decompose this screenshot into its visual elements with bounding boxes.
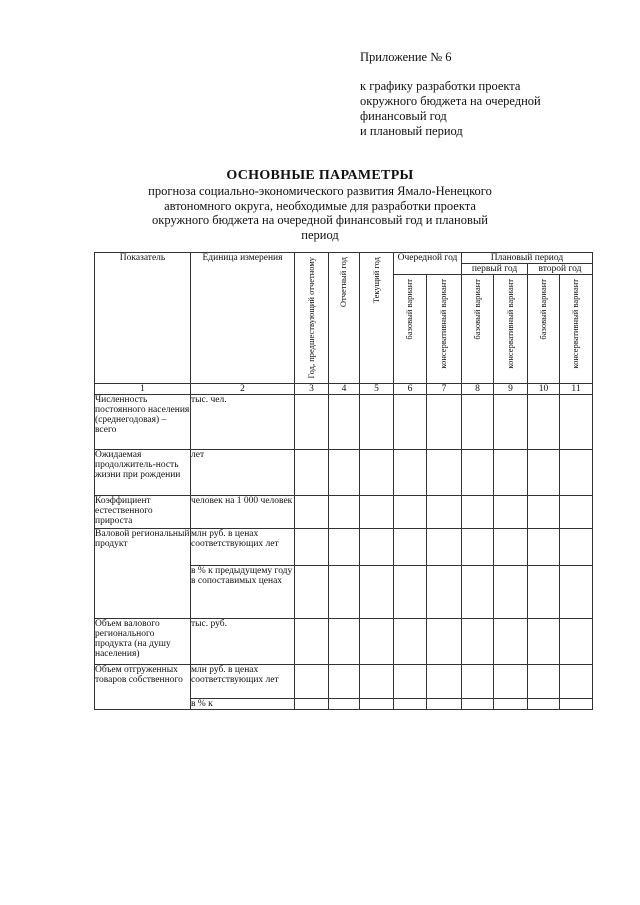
value-cell [360, 395, 394, 450]
indicator-cell: Ожидаемая продолжитель-ность жизни при рождении [95, 450, 191, 496]
header-report-year [329, 253, 360, 384]
value-cell [329, 496, 360, 529]
value-cell [494, 566, 528, 619]
value-cell [462, 699, 494, 710]
header-base-variant [394, 275, 427, 384]
header-first-year: первый год [462, 264, 528, 275]
unit-cell: в % к [191, 699, 295, 710]
value-cell [427, 450, 462, 496]
value-cell [329, 699, 360, 710]
value-cell [329, 395, 360, 450]
value-cell [295, 529, 329, 566]
header-base-variant [528, 275, 560, 384]
header-conservative-variant [560, 275, 593, 384]
column-number: 8 [462, 384, 494, 395]
value-cell [329, 566, 360, 619]
indicator-cell: Объем отгруженных товаров собственного [95, 665, 191, 710]
value-cell [394, 619, 427, 665]
value-cell [462, 529, 494, 566]
table-row [95, 395, 593, 450]
value-cell [427, 496, 462, 529]
value-cell [528, 665, 560, 699]
column-number: 10 [528, 384, 560, 395]
table-row [95, 450, 593, 496]
value-cell [360, 699, 394, 710]
value-cell [360, 450, 394, 496]
unit-cell: человек на 1 000 человек [191, 496, 295, 529]
header-current-year [360, 253, 394, 384]
header-base-variant [462, 275, 494, 384]
title-line: период [301, 227, 339, 242]
table-row [95, 529, 593, 566]
indicator-cell: Коэффициент естественного прироста [95, 496, 191, 529]
appendix-line: и плановый период [360, 124, 463, 138]
value-cell [394, 699, 427, 710]
value-cell [394, 395, 427, 450]
value-cell [494, 395, 528, 450]
unit-cell: млн руб. в ценах соответствующих лет [191, 529, 295, 566]
value-cell [394, 566, 427, 619]
value-cell [528, 496, 560, 529]
indicator-cell: Объем валового регионального продукта (на душу населения) [95, 619, 191, 665]
column-number: 2 [191, 384, 295, 395]
table-row [95, 619, 593, 665]
value-cell [394, 496, 427, 529]
header-base-variant-text: базовый вариант [404, 279, 415, 340]
value-cell [360, 496, 394, 529]
value-cell [295, 665, 329, 699]
value-cell [360, 619, 394, 665]
value-cell [427, 566, 462, 619]
value-cell [560, 699, 593, 710]
header-conservative-variant-text: консервативный вариант [438, 279, 449, 369]
title-main: ОСНОВНЫЕ ПАРАМЕТРЫ [226, 168, 414, 183]
header-unit: Единица измерения [191, 253, 295, 384]
value-cell [494, 450, 528, 496]
value-cell [494, 619, 528, 665]
title-line: автономного округа, необходимые для разработки проекта [164, 198, 476, 213]
value-cell [427, 529, 462, 566]
value-cell [295, 619, 329, 665]
appendix-line: к графику разработки проекта [360, 79, 521, 93]
column-number: 7 [427, 384, 462, 395]
value-cell [560, 496, 593, 529]
value-cell [560, 619, 593, 665]
value-cell [528, 566, 560, 619]
unit-cell: тыс. чел. [191, 395, 295, 450]
header-plan-period: Плановый период [462, 253, 593, 264]
header-base-variant-text: базовый вариант [471, 279, 482, 340]
header-base-variant-text: базовый вариант [537, 279, 548, 340]
value-cell [360, 566, 394, 619]
header-current-year-text: Текущий год [370, 257, 381, 304]
appendix-line: окружного бюджета на очередной [360, 94, 541, 108]
column-number: 3 [295, 384, 329, 395]
table-row [95, 665, 593, 699]
value-cell [427, 699, 462, 710]
value-cell [528, 395, 560, 450]
value-cell [560, 566, 593, 619]
value-cell [295, 699, 329, 710]
column-number: 9 [494, 384, 528, 395]
value-cell [494, 665, 528, 699]
parameters-table [94, 252, 593, 710]
appendix-number: Приложение № 6 [360, 50, 452, 64]
indicator-cell: Валовой региональный продукт [95, 529, 191, 619]
value-cell [295, 450, 329, 496]
header-prev-year-text: Год, предшествующий отчетному [305, 257, 316, 379]
header-conservative-variant [494, 275, 528, 384]
header-report-year-text: Отчетный год [338, 257, 349, 308]
column-number: 1 [95, 384, 191, 395]
header-second-year: второй год [528, 264, 593, 275]
table-row [95, 496, 593, 529]
value-cell [528, 529, 560, 566]
document-title [110, 168, 530, 242]
value-cell [462, 619, 494, 665]
appendix-block [360, 50, 600, 139]
value-cell [427, 665, 462, 699]
title-line: окружного бюджета на очередной финансовый год и плановый [152, 213, 488, 227]
header-next-year: Очередной год [394, 253, 462, 275]
value-cell [329, 529, 360, 566]
title-line: прогноза социально-экономического развития Ямало-Ненецкого [148, 184, 492, 198]
value-cell [295, 566, 329, 619]
value-cell [295, 496, 329, 529]
value-cell [394, 529, 427, 566]
value-cell [560, 450, 593, 496]
column-number: 6 [394, 384, 427, 395]
column-number: 5 [360, 384, 394, 395]
value-cell [528, 619, 560, 665]
value-cell [329, 619, 360, 665]
unit-cell: млн руб. в ценах соответствующих лет [191, 665, 295, 699]
value-cell [427, 395, 462, 450]
value-cell [462, 566, 494, 619]
value-cell [560, 665, 593, 699]
column-number: 4 [329, 384, 360, 395]
value-cell [295, 395, 329, 450]
unit-cell: лет [191, 450, 295, 496]
value-cell [394, 450, 427, 496]
header-conservative-variant [427, 275, 462, 384]
value-cell [494, 529, 528, 566]
indicator-cell: Численность постоянного населения (среднегодовая) – всего [95, 395, 191, 450]
unit-cell: в % к предыдущему году в сопоставимых ценах [191, 566, 295, 619]
value-cell [360, 529, 394, 566]
value-cell [462, 395, 494, 450]
value-cell [528, 450, 560, 496]
value-cell [329, 450, 360, 496]
value-cell [394, 665, 427, 699]
value-cell [494, 496, 528, 529]
value-cell [494, 699, 528, 710]
header-prev-year [295, 253, 329, 384]
header-conservative-variant-text: консервативный вариант [504, 279, 515, 369]
value-cell [462, 496, 494, 529]
unit-cell: тыс. руб. [191, 619, 295, 665]
header-conservative-variant-text: консервативный вариант [570, 279, 581, 369]
value-cell [360, 665, 394, 699]
value-cell [427, 619, 462, 665]
header-indicator: Показатель [95, 253, 191, 384]
value-cell [560, 529, 593, 566]
value-cell [329, 665, 360, 699]
value-cell [462, 450, 494, 496]
value-cell [528, 699, 560, 710]
column-number: 11 [560, 384, 593, 395]
appendix-line: финансовый год [360, 109, 447, 123]
value-cell [462, 665, 494, 699]
value-cell [560, 395, 593, 450]
